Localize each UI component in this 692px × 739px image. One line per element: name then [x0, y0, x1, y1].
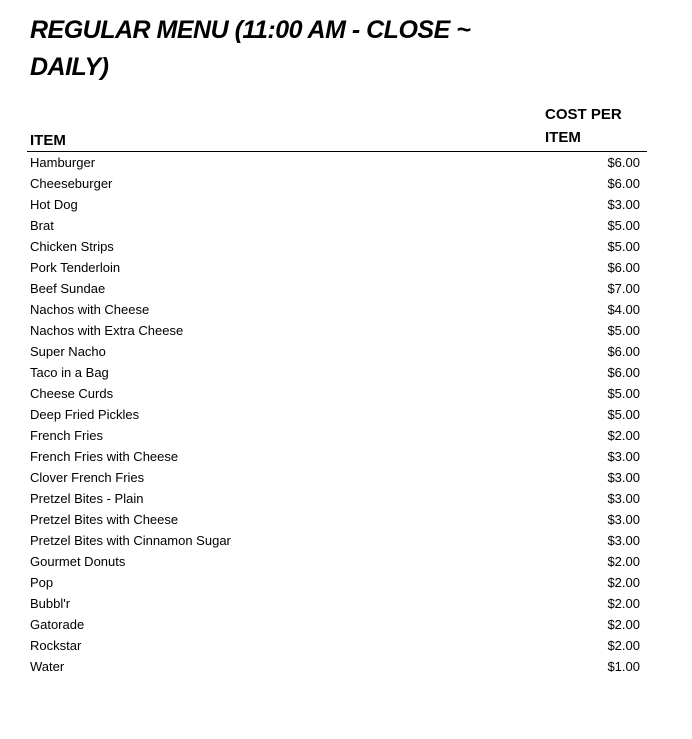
table-row: [27, 530, 647, 551]
menu-title: REGULAR MENU (11:00 AM - CLOSE ~ DAILY): [30, 16, 471, 81]
menu-rows: [27, 152, 647, 677]
item-price: $5.00: [607, 323, 640, 338]
table-row: [27, 467, 647, 488]
item-name: Chicken Strips: [30, 239, 114, 254]
table-row: [27, 488, 647, 509]
table-row: [27, 236, 647, 257]
menu-table: [27, 105, 647, 677]
item-name: Clover French Fries: [30, 470, 145, 485]
table-row: [27, 215, 647, 236]
item-name: Gourmet Donuts: [30, 554, 126, 569]
item-price: $5.00: [607, 386, 640, 401]
table-row: [27, 257, 647, 278]
table-row: [27, 341, 647, 362]
item-price: $3.00: [607, 533, 640, 548]
table-row: [27, 635, 647, 656]
item-name: Pretzel Bites - Plain: [30, 491, 144, 506]
item-name: French Fries with Cheese: [30, 449, 179, 464]
item-name: Super Nacho: [30, 344, 106, 359]
item-price: $3.00: [607, 491, 640, 506]
table-row: [27, 194, 647, 215]
item-name: Nachos with Cheese: [30, 302, 150, 317]
item-price: $6.00: [607, 344, 640, 359]
item-name: Pork Tenderloin: [30, 260, 121, 275]
item-name: Hamburger: [30, 155, 96, 170]
table-row: [27, 320, 647, 341]
table-row: [27, 362, 647, 383]
table-row: [27, 614, 647, 635]
item-price: $2.00: [607, 617, 640, 632]
item-price: $2.00: [607, 428, 640, 443]
item-name: Beef Sundae: [30, 281, 106, 296]
item-price: $5.00: [607, 407, 640, 422]
header-item: ITEM: [30, 132, 66, 149]
table-row: [27, 446, 647, 467]
table-row: [27, 152, 647, 173]
item-price: $4.00: [607, 302, 640, 317]
item-price: $2.00: [607, 596, 640, 611]
table-row: [27, 278, 647, 299]
item-name: French Fries: [30, 428, 103, 443]
table-row: [27, 551, 647, 572]
table-row: [27, 593, 647, 614]
table-row: [27, 299, 647, 320]
item-price: $3.00: [607, 470, 640, 485]
item-name: Pop: [30, 575, 54, 590]
item-name: Cheese Curds: [30, 386, 114, 401]
item-name: Rockstar: [30, 638, 82, 653]
item-name: Nachos with Extra Cheese: [30, 323, 184, 338]
item-name: Cheeseburger: [30, 176, 113, 191]
table-row: [27, 509, 647, 530]
item-price: $6.00: [607, 365, 640, 380]
item-name: Pretzel Bites with Cinnamon Sugar: [30, 533, 231, 548]
item-name: Brat: [30, 218, 54, 233]
item-name: Water: [30, 659, 65, 674]
item-price: $3.00: [607, 512, 640, 527]
item-name: Deep Fried Pickles: [30, 407, 140, 422]
table-row: [27, 425, 647, 446]
table-row: [27, 383, 647, 404]
item-price: $6.00: [607, 260, 640, 275]
item-name: Hot Dog: [30, 197, 78, 212]
table-row: [27, 404, 647, 425]
item-name: Gatorade: [30, 617, 85, 632]
item-price: $3.00: [607, 197, 640, 212]
item-price: $2.00: [607, 638, 640, 653]
table-row: [27, 572, 647, 593]
item-price: $5.00: [607, 239, 640, 254]
table-header: [27, 105, 647, 152]
item-price: $7.00: [607, 281, 640, 296]
item-price: $2.00: [607, 554, 640, 569]
item-name: Bubbl'r: [30, 596, 71, 611]
header-cost: COST PER ITEM: [545, 106, 622, 146]
item-name: Taco in a Bag: [30, 365, 109, 380]
item-price: $1.00: [607, 659, 640, 674]
item-price: $6.00: [607, 155, 640, 170]
item-price: $3.00: [607, 449, 640, 464]
item-price: $6.00: [607, 176, 640, 191]
table-row: [27, 173, 647, 194]
table-row: [27, 656, 647, 677]
item-name: Pretzel Bites with Cheese: [30, 512, 179, 527]
item-price: $2.00: [607, 575, 640, 590]
item-price: $5.00: [607, 218, 640, 233]
